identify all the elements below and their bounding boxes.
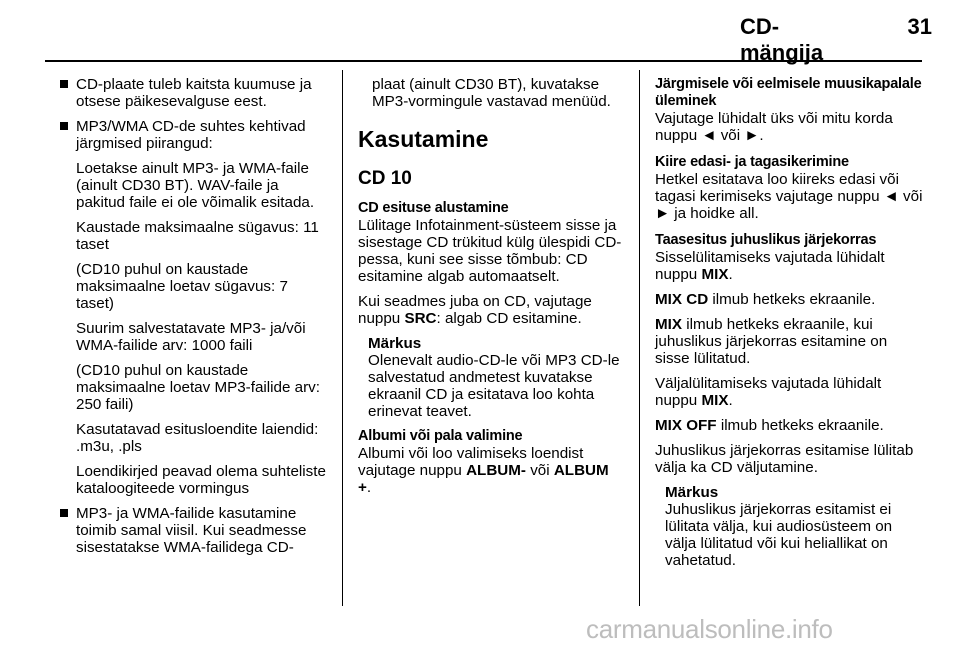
text-run: .: [366, 479, 372, 496]
bullet-square-icon: [60, 80, 68, 88]
key-label: ALBUM +: [358, 462, 609, 496]
note-box: [655, 484, 923, 569]
topic-heading: CD esituse alustamine: [358, 200, 509, 216]
column-3: [655, 76, 923, 577]
column-divider: [639, 70, 640, 606]
paragraph: Vajutage lühidalt üks või mitu korda nuppu ◄ või ►.: [655, 110, 893, 144]
note-title: Märkus: [665, 484, 719, 501]
continued-paragraph: plaat (ainult CD30 BT), kuvatakse MP3-vormingule vastavad menüüd.: [372, 76, 611, 110]
sub-paragraph: (CD10 puhul on kaustade maksimaalne loetav MP3-failide arv: 250 faili): [76, 362, 320, 413]
column-1: [58, 76, 330, 564]
text-run: ilmub hetkeks ekraanile.: [708, 291, 876, 308]
sub-paragraph: Kaustade maksimaalne sügavus: 11 taset: [76, 219, 319, 253]
sub-paragraph: Suurim salvestatavate MP3- ja/või WMA-failide arv: 1000 faili: [76, 320, 306, 354]
watermark: carmanualsonline.info: [586, 614, 833, 644]
topic-heading: Albumi või pala valimine: [358, 428, 523, 444]
key-label: MIX: [701, 266, 729, 283]
note-box: [358, 335, 624, 420]
paragraph: [358, 445, 624, 496]
text-run: või: [525, 462, 554, 479]
key-label: SRC: [404, 310, 437, 327]
bullet-text: CD-plaate tuleb kaitsta kuumuse ja otsese päikesevalguse eest.: [76, 76, 312, 110]
paragraph: [655, 249, 923, 283]
subsection-heading: CD 10: [358, 168, 412, 189]
bullet-text: MP3- ja WMA-failide kasutamine toimib samal viisil. Kui seadmesse sisestatakse WMA-failidega CD-: [76, 505, 307, 556]
key-label: ALBUM-: [466, 462, 526, 479]
topic-heading: Järgmisele või eelmisele muusikapalale üleminek: [655, 76, 922, 109]
page-title: CD-mängija: [740, 14, 824, 65]
paragraph: [655, 291, 923, 308]
paragraph: Hetkel esitatava loo kiireks edasi või tagasi kerimiseks vajutage nuppu ◄ või ► ja hoidke all.: [655, 171, 923, 222]
paragraph: Lülitage Infotainment-süsteem sisse ja sisestage CD trükitud külg ülespidi CD-pessa, kuni see sisse tõmbub: CD esitamine algab automaatselt.: [358, 217, 622, 285]
section-heading: Kasutamine: [358, 126, 489, 152]
column-divider: [342, 70, 343, 606]
paragraph: [358, 293, 624, 327]
paragraph: Juhuslikus järjekorras esitamise lülitab välja ka CD väljutamine.: [655, 442, 914, 476]
text-run: Sisselülitamiseks vajutada lühidalt nuppu: [655, 249, 885, 283]
text-run: .: [728, 392, 733, 409]
header-rule: [45, 60, 922, 62]
sub-paragraph: (CD10 puhul on kaustade maksimaalne loetav sügavus: 7 taset): [76, 261, 288, 312]
paragraph: [655, 375, 923, 409]
text-run: : algab CD esitamine.: [436, 310, 582, 327]
text-run: Albumi või loo valimiseks loendist vajutage nuppu: [358, 445, 584, 479]
text-run: Väljalülitamiseks vajutada lühidalt nuppu: [655, 375, 882, 409]
bullet-item: [58, 76, 330, 110]
column-2: [358, 76, 624, 504]
page-number: 31: [907, 14, 932, 39]
paragraph: [655, 417, 923, 434]
sub-paragraph: Loendikirjed peavad olema suhteliste kataloogiteede vormingus: [76, 463, 326, 497]
bullet-square-icon: [60, 122, 68, 130]
key-label: MIX CD: [655, 291, 709, 308]
text-run: Kui seadmes juba on CD, vajutage nuppu: [358, 293, 592, 327]
paragraph: [655, 316, 923, 367]
key-label: MIX: [655, 316, 683, 333]
bullet-item: [58, 118, 330, 152]
key-label: MIX: [701, 392, 729, 409]
bullet-text: MP3/WMA CD-de suhtes kehtivad järgmised piirangud:: [76, 118, 306, 152]
key-label: MIX OFF: [655, 417, 717, 434]
text-run: ilmub hetkeks ekraanile.: [716, 417, 884, 434]
topic-heading: Taasesitus juhuslikus järjekorras: [655, 232, 877, 248]
note-title: Märkus: [368, 335, 422, 352]
note-text: Juhuslikus järjekorras esitamist ei lülitata välja, kui audiosüsteem on välja lülitatud või kui heliallikat on vahetatud.: [665, 501, 893, 569]
note-text: Olenevalt audio-CD-le või MP3 CD-le salvestatud andmetest kuvatakse ekraanil CD ja esitatava loo kohta erinevat teavet.: [368, 352, 620, 420]
sub-paragraph: Kasutatavad esitusloendite laiendid: .m3u, .pls: [76, 421, 319, 455]
text-run: .: [728, 266, 733, 283]
bullet-square-icon: [60, 509, 68, 517]
bullet-item: [58, 505, 330, 556]
sub-paragraph: Loetakse ainult MP3- ja WMA-faile (ainult CD30 BT). WAV-faile ja pakitud faile ei ole võimalik esitada.: [76, 160, 315, 211]
topic-heading: Kiire edasi- ja tagasikerimine: [655, 154, 849, 170]
text-run: ilmub hetkeks ekraanile, kui juhuslikus järjekorras esitamine on sisse lülitatud.: [655, 316, 888, 367]
